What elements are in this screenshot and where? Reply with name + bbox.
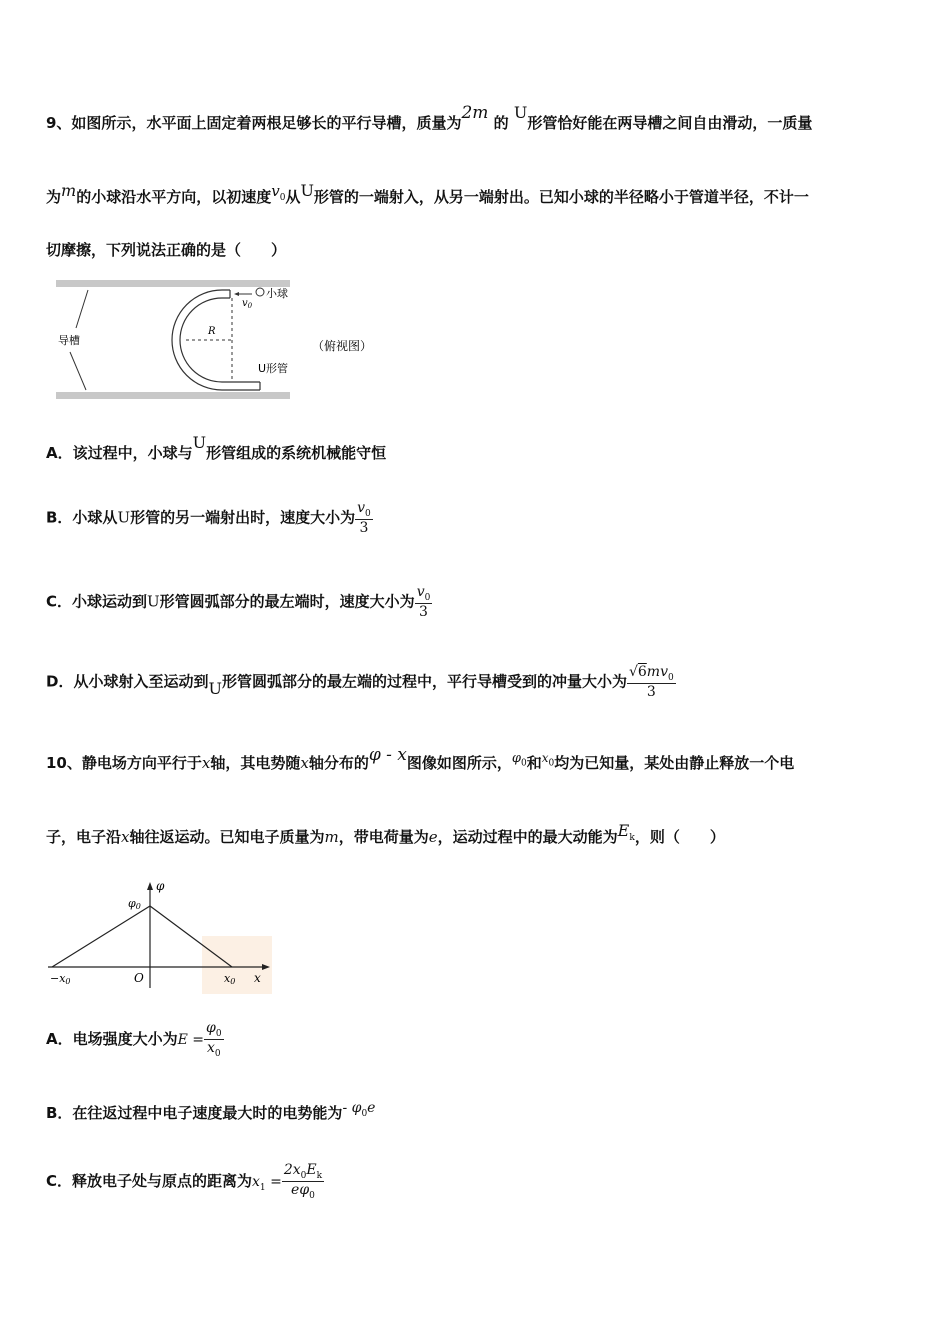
mass-m: m <box>61 181 77 200</box>
option-text: B．小球从 <box>46 508 118 527</box>
scan-stain <box>202 936 272 994</box>
mass-2m: 2m <box>461 103 489 123</box>
option-text: C．小球运动到 <box>46 592 148 611</box>
fraction-impulse: $\frac{√6mv_0}{3}$ <box>628 664 674 700</box>
option-text-post: 形管的另一端射出时，速度大小为 <box>130 508 356 527</box>
fraction-phi0-over-x0: $\frac{\varphi_0}{x_0}$ <box>206 1020 222 1059</box>
origin-label: O <box>134 971 144 985</box>
q10-line-1 <box>46 745 795 775</box>
option-text: C．释放电子处与原点的距离为 <box>46 1171 253 1190</box>
x-symbol: x <box>300 754 309 772</box>
q10-text: 子，电子沿 <box>46 828 122 846</box>
q9-text-post: 形管恰好能在两导槽之间自由滑动，一质量 <box>527 114 813 132</box>
bottom-groove <box>56 392 290 399</box>
u-symbol: U <box>117 508 131 527</box>
u-symbol: U <box>513 103 528 122</box>
phi-axis-label: φ <box>156 879 165 893</box>
q10-option-b[interactable] <box>46 1102 375 1125</box>
q10-text: 10、静电场方向平行于 <box>46 754 202 772</box>
option-text-post: 形管圆弧部分的最左端时，速度大小为 <box>159 592 415 611</box>
x-axis-label: x <box>254 971 261 985</box>
x-symbol: x <box>201 754 211 772</box>
q9-option-a[interactable] <box>46 433 387 463</box>
u-symbol: U <box>300 181 314 200</box>
q9-option-d[interactable] <box>46 664 676 700</box>
u-symbol: U <box>208 679 222 699</box>
q10-text-mid3: 图像如图所示， <box>406 754 512 772</box>
v0-symbol: $v_0$ <box>271 182 286 203</box>
e-symbol: e <box>428 828 438 846</box>
fraction-v0-over-3: $\frac{v_0}{3}$ <box>357 500 371 536</box>
top-groove <box>56 280 290 287</box>
label-pointer-top <box>76 290 88 328</box>
q9-line-1 <box>46 103 813 133</box>
option-text-post: 形管组成的系统机械能守恒 <box>206 444 387 462</box>
q10-text-post: 均为已知量，某处由静止释放一个电 <box>554 754 795 772</box>
phi-x-graph <box>44 876 274 996</box>
u-tube-figure <box>52 278 392 406</box>
fraction-v0-over-3: $\frac{v_0}{3}$ <box>416 584 431 620</box>
q9-line-3: 切摩擦，下列说法正确的是（ ） <box>46 241 287 259</box>
option-text: A．电场强度大小为 <box>46 1029 178 1048</box>
potential-energy-expr: - $\varphi_0e$ <box>342 1100 376 1119</box>
view-label: （俯视图） <box>312 339 373 353</box>
radius-label: R <box>208 326 216 337</box>
u-symbol: U <box>147 592 160 611</box>
phi0-label: φ0 <box>128 897 141 911</box>
option-text: A．该过程中，小球与 <box>46 444 193 462</box>
velocity-arrowhead <box>234 292 239 296</box>
q10-text-mid2: 轴分布的 <box>308 754 369 772</box>
phi0-symbol: $\varphi_0$ <box>511 751 527 769</box>
tube-label: U形管 <box>258 362 289 375</box>
q10-text-mid2: ，带电荷量为 <box>338 828 429 846</box>
q9-text-post2: 形管的一端射入，从另一端射出。已知小球的半径略小于管道半径，不计一 <box>313 188 809 206</box>
groove-label: 导槽 <box>58 334 80 347</box>
phi-x-symbol: φ - x <box>368 745 407 765</box>
e-lhs: E = <box>177 1031 205 1048</box>
q9-option-c[interactable] <box>46 584 432 620</box>
option-text-post: 形管圆弧部分的最左端的过程中，平行导槽受到的冲量大小为 <box>221 672 627 691</box>
label-pointer-bottom <box>70 352 86 390</box>
q10-line-2 <box>46 821 725 849</box>
phi-axis-arrow <box>147 882 153 890</box>
q9-text-from: 从 <box>285 188 301 206</box>
option-text: B．在往返过程中电子速度最大时的电势能为 <box>46 1104 343 1122</box>
q9-text: 9、如图所示，水平面上固定着两根足够长的平行导槽，质量为 <box>46 114 462 132</box>
q9-text-mid1: 的小球沿水平方向，以初速度 <box>76 188 272 206</box>
q9-text-wei: 为 <box>46 188 62 206</box>
q10-option-c[interactable] <box>46 1162 324 1201</box>
q9-line-2 <box>46 181 809 209</box>
ball-label: 小球 <box>266 287 288 300</box>
q10-text-mid1: 轴往返运动。已知电子质量为 <box>129 828 325 846</box>
fraction-distance: $\frac{2x_0E_k}{e\varphi_0}$ <box>283 1162 323 1201</box>
ball <box>256 288 264 296</box>
x-symbol: x <box>121 828 130 846</box>
neg-x0-label: −x0 <box>50 972 71 986</box>
q10-option-a[interactable] <box>46 1020 224 1059</box>
m-symbol: m <box>324 828 339 846</box>
ek-symbol: $E_k$ <box>617 821 635 844</box>
x0-label: x0 <box>224 972 236 986</box>
q9-option-b[interactable] <box>46 500 373 536</box>
option-text: D．从小球射入至运动到 <box>46 672 209 691</box>
x1-lhs: $x_1$ = <box>252 1173 282 1193</box>
q10-text-post: ，则（ ） <box>634 828 725 846</box>
q10-text-and: 和 <box>526 754 542 772</box>
x0-symbol: x0 <box>541 751 555 769</box>
q10-text-mid1: 轴，其电势随 <box>210 754 301 772</box>
q9-text-de: 的 <box>493 114 509 132</box>
u-symbol: U <box>192 433 207 452</box>
v0-label: $v_0$ <box>242 298 253 310</box>
q10-text-mid3: ，运动过程中的最大动能为 <box>437 828 618 846</box>
